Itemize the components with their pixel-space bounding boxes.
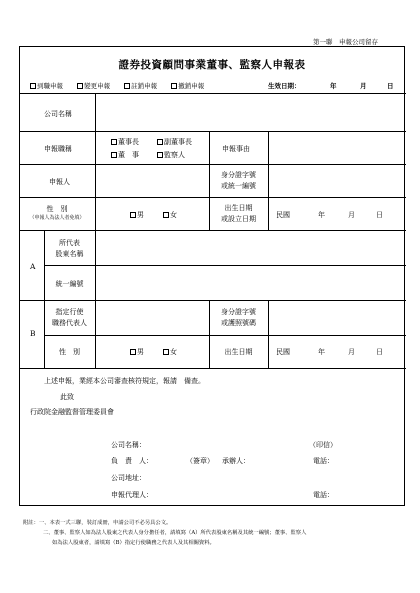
divider bbox=[268, 131, 269, 230]
divider bbox=[19, 131, 406, 132]
report-type-revoke[interactable]: 撤銷申報 bbox=[171, 82, 204, 90]
id-label: 身分證字號 或統一編號 bbox=[221, 171, 256, 190]
birth-roc: 民國 bbox=[276, 211, 290, 219]
gender-label-block bbox=[19, 205, 95, 223]
position-option-supervisor[interactable]: 監察人 bbox=[157, 150, 185, 160]
section-b-birth-year: 年 bbox=[318, 348, 325, 356]
gender-male-option[interactable]: 男 bbox=[130, 210, 144, 220]
section-b-id-label: 身分證字號 或護照號碼 bbox=[221, 308, 256, 327]
note-line2: 二、董事、監察人如為法人股東之代表人身分擔任者，請填寫（A）所代表股東名稱及其統一編號；董事、監察人 bbox=[43, 530, 307, 536]
declaration-line2: 此致 bbox=[60, 393, 74, 401]
sig-agent: 申報代理人： bbox=[111, 491, 153, 499]
declaration-line3: 行政院金融監督管理委員會 bbox=[30, 408, 114, 416]
sig-responsible: 負 責 人： bbox=[111, 457, 153, 465]
section-b-rep-field[interactable] bbox=[97, 302, 207, 333]
checkbox[interactable] bbox=[157, 139, 163, 145]
gender-note: （申報人為法人者免填） bbox=[29, 215, 85, 221]
divider bbox=[19, 230, 406, 231]
sig-signature-stamp: （簽章） bbox=[186, 457, 214, 465]
section-b-birth-day: 日 bbox=[376, 348, 383, 356]
birth-label: 出生日期 或設立日期 bbox=[221, 204, 256, 223]
checkbox[interactable] bbox=[111, 139, 117, 145]
gender-female-option[interactable]: 女 bbox=[163, 210, 177, 220]
checkbox[interactable] bbox=[124, 83, 130, 89]
form-title: 證券投資顧問事業董事、監察人申報表 bbox=[118, 59, 306, 71]
declaration-line1: 上述申報，業經本公司審查核符規定，報請 備查。 bbox=[44, 377, 205, 385]
section-b-birth-label: 出生日期 bbox=[224, 348, 253, 356]
checkbox[interactable] bbox=[111, 152, 117, 158]
checkbox[interactable] bbox=[163, 212, 169, 218]
birth-month: 月 bbox=[348, 211, 355, 219]
divider bbox=[19, 197, 406, 198]
section-b-marker: B bbox=[30, 329, 36, 338]
position-option-chairman[interactable]: 董事長 bbox=[111, 137, 139, 147]
checkbox[interactable] bbox=[163, 349, 169, 355]
sig-handler: 承辦人： bbox=[222, 457, 250, 465]
report-type-cancel[interactable]: 註銷申報 bbox=[124, 82, 157, 90]
report-type-row bbox=[30, 81, 204, 90]
company-name-label: 公司名稱 bbox=[44, 110, 72, 118]
section-a-marker: A bbox=[30, 262, 36, 271]
divider bbox=[19, 368, 406, 369]
birth-year: 年 bbox=[318, 211, 325, 219]
sig-phone: 電話： bbox=[313, 457, 334, 465]
section-b-birth-month: 月 bbox=[348, 348, 355, 356]
copy-note: 第一聯 申報公司留存 bbox=[313, 38, 378, 46]
checkbox[interactable] bbox=[171, 83, 177, 89]
position-option-director[interactable]: 董 事 bbox=[111, 150, 139, 160]
note-line1: 附註：一、本表一式三聯，裝訂成冊，申請公司不必另具公文。 bbox=[23, 520, 172, 526]
checkbox[interactable] bbox=[157, 152, 163, 158]
effective-date-month: 月 bbox=[360, 82, 367, 90]
section-b-id-field[interactable] bbox=[270, 302, 404, 333]
sig-phone2: 電話： bbox=[313, 491, 334, 499]
position-option-vice-chairman[interactable]: 副董事長 bbox=[157, 137, 192, 147]
checkbox[interactable] bbox=[130, 349, 136, 355]
divider bbox=[19, 300, 406, 301]
section-a-uniform-no-field[interactable] bbox=[97, 267, 404, 298]
section-b-birth-roc: 民國 bbox=[276, 348, 290, 356]
effective-date-year: 年 bbox=[330, 82, 337, 90]
section-a-rep-label: 所代表 股東名稱 bbox=[55, 239, 84, 258]
note-line3: 如為法人股東者，請填寫（B）指定行使職務之代表人及其相關資料。 bbox=[52, 540, 215, 546]
divider bbox=[19, 164, 406, 165]
company-name-field[interactable] bbox=[97, 95, 404, 129]
divider bbox=[19, 93, 406, 94]
id-field[interactable] bbox=[270, 166, 404, 195]
sig-company-name: 公司名稱： bbox=[111, 441, 146, 449]
sig-address: 公司地址： bbox=[111, 474, 146, 482]
gender-label: 性 別 bbox=[46, 205, 68, 213]
divider bbox=[268, 300, 269, 368]
report-type-change[interactable]: 變更申報 bbox=[77, 82, 110, 90]
section-a-rep-field[interactable] bbox=[97, 232, 404, 263]
section-b-gender-male[interactable]: 男 bbox=[130, 347, 144, 357]
divider bbox=[95, 93, 96, 368]
report-type-arrival[interactable]: 到職申報 bbox=[30, 82, 63, 90]
effective-date-day: 日 bbox=[387, 82, 394, 90]
reason-field[interactable] bbox=[270, 133, 404, 162]
checkbox[interactable] bbox=[130, 212, 136, 218]
section-b-gender-female[interactable]: 女 bbox=[163, 347, 177, 357]
checkbox[interactable] bbox=[30, 83, 36, 89]
checkbox[interactable] bbox=[77, 83, 83, 89]
declarant-field[interactable] bbox=[97, 166, 207, 195]
divider bbox=[44, 335, 406, 336]
declarant-label: 申報人 bbox=[49, 178, 70, 186]
section-b-rep-label: 指定行使 職務代表人 bbox=[52, 308, 87, 327]
birth-day: 日 bbox=[376, 211, 383, 219]
sig-seal: （印信） bbox=[309, 441, 337, 449]
section-b-gender-label: 性 別 bbox=[59, 348, 80, 356]
divider bbox=[44, 265, 406, 266]
reason-label: 申報事由 bbox=[222, 145, 250, 153]
position-label: 申報職稱 bbox=[44, 145, 72, 153]
section-a-uniform-no-label: 統一編號 bbox=[55, 280, 84, 288]
effective-date-label: 生效日期： bbox=[268, 82, 301, 90]
